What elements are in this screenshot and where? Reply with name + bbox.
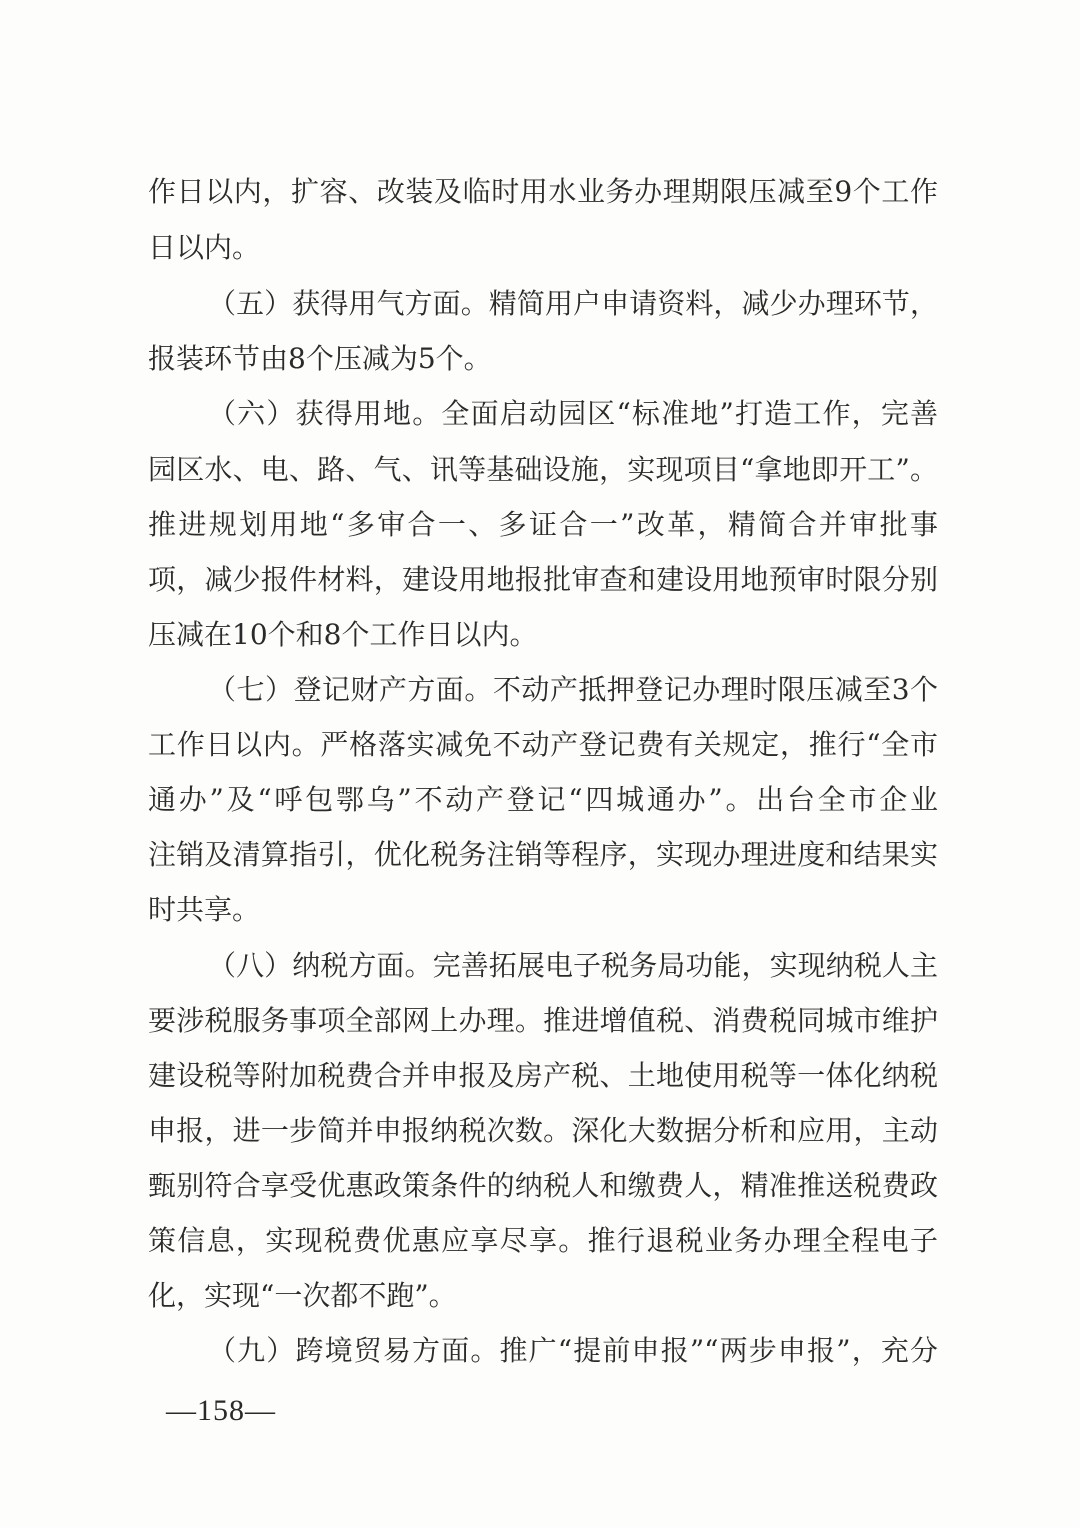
- text-line: 时共享。: [148, 893, 261, 926]
- section-heading-line: （九）跨境贸易方面。推广“提前申报”“两步申报”，充分: [208, 1334, 938, 1367]
- text-line: 压减在10个和8个工作日以内。: [148, 618, 538, 651]
- text-line: 推进规划用地“多审合一、多证合一”改革，精简合并审批事: [148, 508, 938, 541]
- text-line: 通办”及“呼包鄂乌”不动产登记“四城通办”。出台全市企业: [148, 783, 938, 816]
- text-line: 项，减少报件材料，建设用地报批审查和建设用地预审时限分别: [148, 563, 938, 596]
- section-heading-line: （六）获得用地。全面启动园区“标准地”打造工作，完善: [208, 397, 938, 430]
- section-heading-line: （七）登记财产方面。不动产抵押登记办理时限压减至3个: [208, 673, 938, 706]
- section-heading-line: （五）获得用气方面。精简用户申请资料，减少办理环节，: [208, 287, 938, 320]
- section-heading-line: （八）纳税方面。完善拓展电子税务局功能，实现纳税人主: [208, 949, 938, 982]
- text-line: 化，实现“一次都不跑”。: [148, 1279, 457, 1312]
- text-line: 作日以内，扩容、改装及临时用水业务办理期限压减至9个工作: [148, 175, 938, 208]
- text-line: 策信息，实现税费优惠应享尽享。推行退税业务办理全程电子: [148, 1224, 938, 1257]
- text-line: 园区水、电、路、气、讯等基础设施，实现项目“拿地即开工”。: [148, 453, 938, 486]
- text-line: 工作日以内。严格落实减免不动产登记费有关规定，推行“全市: [148, 728, 938, 761]
- text-line: 日以内。: [148, 231, 261, 264]
- text-line: 申报，进一步简并申报纳税次数。深化大数据分析和应用，主动: [148, 1114, 938, 1147]
- text-line: 建设税等附加税费合并申报及房产税、土地使用税等一体化纳税: [148, 1059, 938, 1092]
- page-number: —158—: [166, 1394, 276, 1427]
- text-line: 要涉税服务事项全部网上办理。推进增值税、消费税同城市维护: [148, 1004, 938, 1037]
- text-line: 甄别符合享受优惠政策条件的纳税人和缴费人，精准推送税费政: [148, 1169, 938, 1202]
- text-line: 报装环节由8个压减为5个。: [148, 342, 492, 375]
- text-line: 注销及清算指引，优化税务注销等程序，实现办理进度和结果实: [148, 838, 938, 871]
